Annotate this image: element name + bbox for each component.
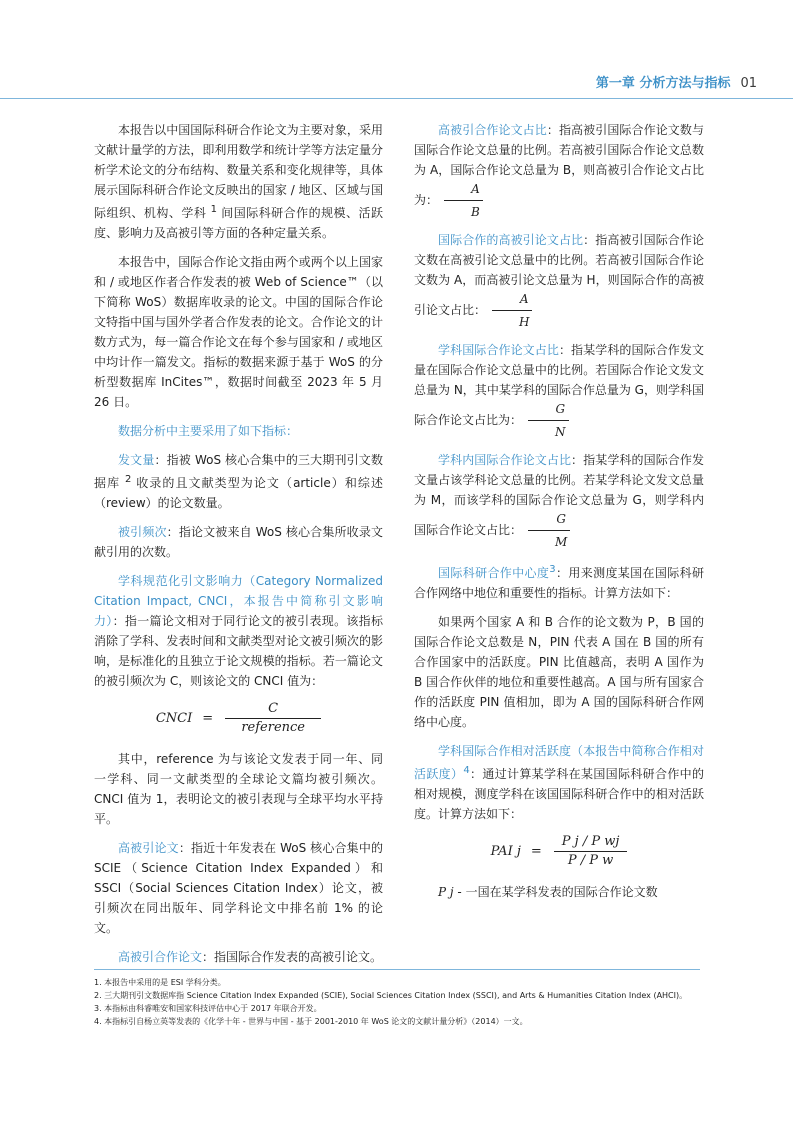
- cnci-denominator: reference: [241, 720, 305, 735]
- footnote-4: 4. 本指标引自杨立英等发表的《化学十年 - 世界与中国 - 基于 2001-2010 年 WoS 论文的文献计量分析》（2014）一文。: [94, 1017, 528, 1026]
- indicator-highly-cited-collab: [94, 947, 383, 967]
- indicator-field-collab-share: [414, 340, 704, 441]
- cnci-note: 其中，reference 为与该论文发表于同一年、同一学科、同一文献类型的全球论文篇均被引频次。CNCI 值为 1，表明论文的被引表现与全球平均水平持平。: [94, 752, 383, 826]
- ratio-denominator: N: [555, 425, 566, 439]
- def-relative-activity: ：通过计算某学科在某国国际科研合作中的相对规模，测度学科在该国国际科研合作中的相对活跃度。计算方法如下：: [414, 767, 704, 821]
- def-centrality: ：用来测度某国在国际科研合作网络中地位和重要性的指标。计算方法如下：: [414, 566, 704, 600]
- term-highly-cited-collab: 高被引合作论文: [118, 950, 203, 964]
- term-field-collab-share: 学科国际合作论文占比: [438, 343, 559, 357]
- term-publications: 发文量: [118, 453, 155, 467]
- indicator-centrality: [414, 560, 704, 603]
- intro-paragraph: [94, 120, 383, 243]
- indicator-intl-hc-share: [414, 230, 704, 331]
- intro-text: 本报告以中国国际科研合作论文为主要对象，采用文献计量学的方法，即利用数学和统计学等方法定量分析学术论文的分布结构、数量关系和变化规律等，具体展示国际科研合作论文反映出的国家 / 地区、区域与国际组织、机构、学科: [94, 123, 383, 220]
- ratio-a-over-h: [492, 290, 532, 331]
- pai-formula: [414, 833, 704, 870]
- ratio-g-over-m: [528, 510, 570, 551]
- ratio-denominator: M: [555, 535, 568, 549]
- cnci-fraction: [225, 700, 321, 737]
- def-field-collab-share: ：指某学科的国际合作发文量在国际合作论文总量中的比例。若国际合作论文发文总量为 N，其中某学科的国际合作总量为 G，则学科国际合作论文占比为：: [414, 343, 704, 427]
- term-citations: 被引频次: [118, 525, 167, 539]
- definition-paragraph: 本报告中，国际合作论文指由两个或两个以上国家和 / 或地区作者合作发表的被 Web of Science™（以下简称 WoS）数据库收录的论文。中国的国际合作论文特指中国与国外学者合作发表的论文。合作论文的计数方式为，每一篇合作论文在每个参与国家和 / 或地区中均计作一篇发文。指标的数据来源于基于 WoS 的分析型数据库 InCites™，数据时间截至 2023 年 5 月 26 日。: [94, 255, 383, 409]
- page-number: 01: [740, 76, 757, 91]
- def-publications-a: ：指被 WoS 核心合集中的三大期刊引文数据库: [94, 453, 383, 490]
- intro-text-end: 间国际科研合作的规模、活跃度、影响力及高被引等方面的各种定量关系。: [94, 206, 383, 240]
- footnotes: [94, 976, 744, 1028]
- footnote-3: 3. 本指标由科睿唯安和国家科技评估中心于 2017 年联合开发。: [94, 1004, 322, 1013]
- indicator-relative-activity: [414, 741, 704, 824]
- indicator-citations: [94, 522, 383, 562]
- pj-definition: - 一国在某学科发表的国际合作论文数: [453, 885, 658, 899]
- cnci-numerator: C: [225, 700, 321, 719]
- ratio-numerator: G: [528, 400, 569, 421]
- footnote-divider: [94, 969, 700, 970]
- term-hc-collab-share: 高被引合作论文占比: [438, 123, 547, 137]
- def-highly-cited-collab: ：指国际合作发表的高被引论文。: [202, 950, 383, 964]
- term-relative-activity: 学科国际合作相对活跃度（本报告中简称合作相对活跃度）: [414, 744, 704, 781]
- equals-sign: =: [202, 710, 214, 726]
- pai-numerator: P j / P wj: [554, 833, 628, 852]
- right-column: [414, 120, 704, 911]
- indicator-cnci: [94, 571, 383, 691]
- indicators-heading: 数据分析中主要采用了如下指标：: [118, 424, 299, 438]
- def-highly-cited: ：指近十年发表在 WoS 核心合集中的 SCIE（Science Citation Index Expanded）和 SSCI（Social Sciences Citation Index）论文，被引频次在同出版年、同学科论文中排名前 1% 的论文。: [94, 841, 383, 935]
- indicator-highly-cited: [94, 838, 383, 938]
- equals-sign: =: [530, 843, 542, 859]
- ratio-a-over-b: [444, 180, 483, 221]
- running-header: [596, 72, 757, 91]
- cnci-formula: [94, 700, 383, 737]
- footnote-1: 1. 本报告中采用的是 ESI 学科分类。: [94, 978, 226, 987]
- indicator-publications: [94, 450, 383, 513]
- footnote-ref-2: 2: [125, 474, 132, 485]
- term-intl-hc-share: 国际合作的高被引论文占比: [438, 233, 584, 247]
- ratio-numerator: A: [492, 290, 532, 311]
- def-citations: ：指论文被来自 WoS 核心合集所收录文献引用的次数。: [94, 525, 383, 559]
- ratio-g-over-n: [528, 400, 569, 441]
- pai-fraction: [554, 833, 628, 870]
- def-within-field-share: ：指某学科的国际合作发文量占该学科论文总量的比例。若某学科论文发文总量为 M，而该学科的国际合作论文总量为 G，则学科内国际合作论文占比：: [414, 453, 704, 537]
- centrality-explanation: 如果两个国家 A 和 B 合作的论文数为 P，B 国的国际合作论文总数是 N，PIN 代表 A 国在 B 国的所有合作国家中的活跃度。PIN 比值越高，表明 A 国作为 B 国合作伙伴的地位和重要性越高。A 国与所有国家合作的活跃度 PIN 值相加，即为 A 国的国际科研合作网络中心度。: [414, 615, 704, 729]
- footnote-ref-1: 1: [210, 204, 217, 215]
- cnci-lhs: CNCI: [155, 710, 193, 726]
- def-publications-b: 收录的且文献类型为论文（article）和综述（review）的论文数量。: [94, 476, 383, 510]
- pai-denominator: P / P w: [567, 853, 614, 868]
- indicator-within-field-share: [414, 450, 704, 551]
- term-centrality: 国际科研合作中心度: [438, 566, 550, 580]
- indicator-hc-collab-share: [414, 120, 704, 221]
- def-cnci: ：指一篇论文相对于同行论文的被引表现。该指标消除了学科、发表时间和文献类型对论文被引频次的影响，是标准化的且独立于论文规模的指标。若一篇论文的被引频次为 C，则该论文的 CNCI 值为：: [94, 614, 383, 688]
- def-hc-collab-share: ：指高被引国际合作论文数与国际合作论文总量的比例。若高被引国际合作论文总数为 A，国际合作论文总量为 B，则高被引合作论文占比为：: [414, 123, 704, 207]
- pj-symbol: P j: [438, 885, 454, 899]
- pai-lhs: PAI j: [490, 843, 521, 859]
- left-column: [94, 120, 383, 976]
- ratio-numerator: A: [444, 180, 483, 201]
- chapter-title: 第一章 分析方法与指标: [595, 76, 731, 91]
- def-intl-hc-share: ：指高被引国际合作论文数在高被引论文总量中的比例。若高被引国际合作论文数为 A，而高被引论文总量为 H，则国际合作的高被引论文占比：: [414, 233, 704, 317]
- footnote-ref-4: 4: [463, 765, 470, 776]
- term-highly-cited: 高被引论文: [118, 841, 179, 855]
- footnote-ref-3: 3: [549, 564, 556, 575]
- ratio-denominator: H: [519, 315, 530, 329]
- ratio-numerator: G: [528, 510, 570, 531]
- ratio-denominator: B: [471, 205, 480, 219]
- header-divider: [0, 98, 793, 99]
- footnote-2: 2. 三大期刊引文数据库指 Science Citation Index Expanded (SCIE), Social Sciences Citation Index (SSCI), and Arts & Humanities Citation Index (AHCI)。: [94, 991, 688, 1000]
- variable-definition: [414, 882, 704, 902]
- term-cnci: 学科规范化引文影响力（Category Normalized Citation Impact, CNCI，本报告中简称引文影响力）: [94, 574, 383, 628]
- term-within-field-share: 学科内国际合作论文占比: [438, 453, 572, 467]
